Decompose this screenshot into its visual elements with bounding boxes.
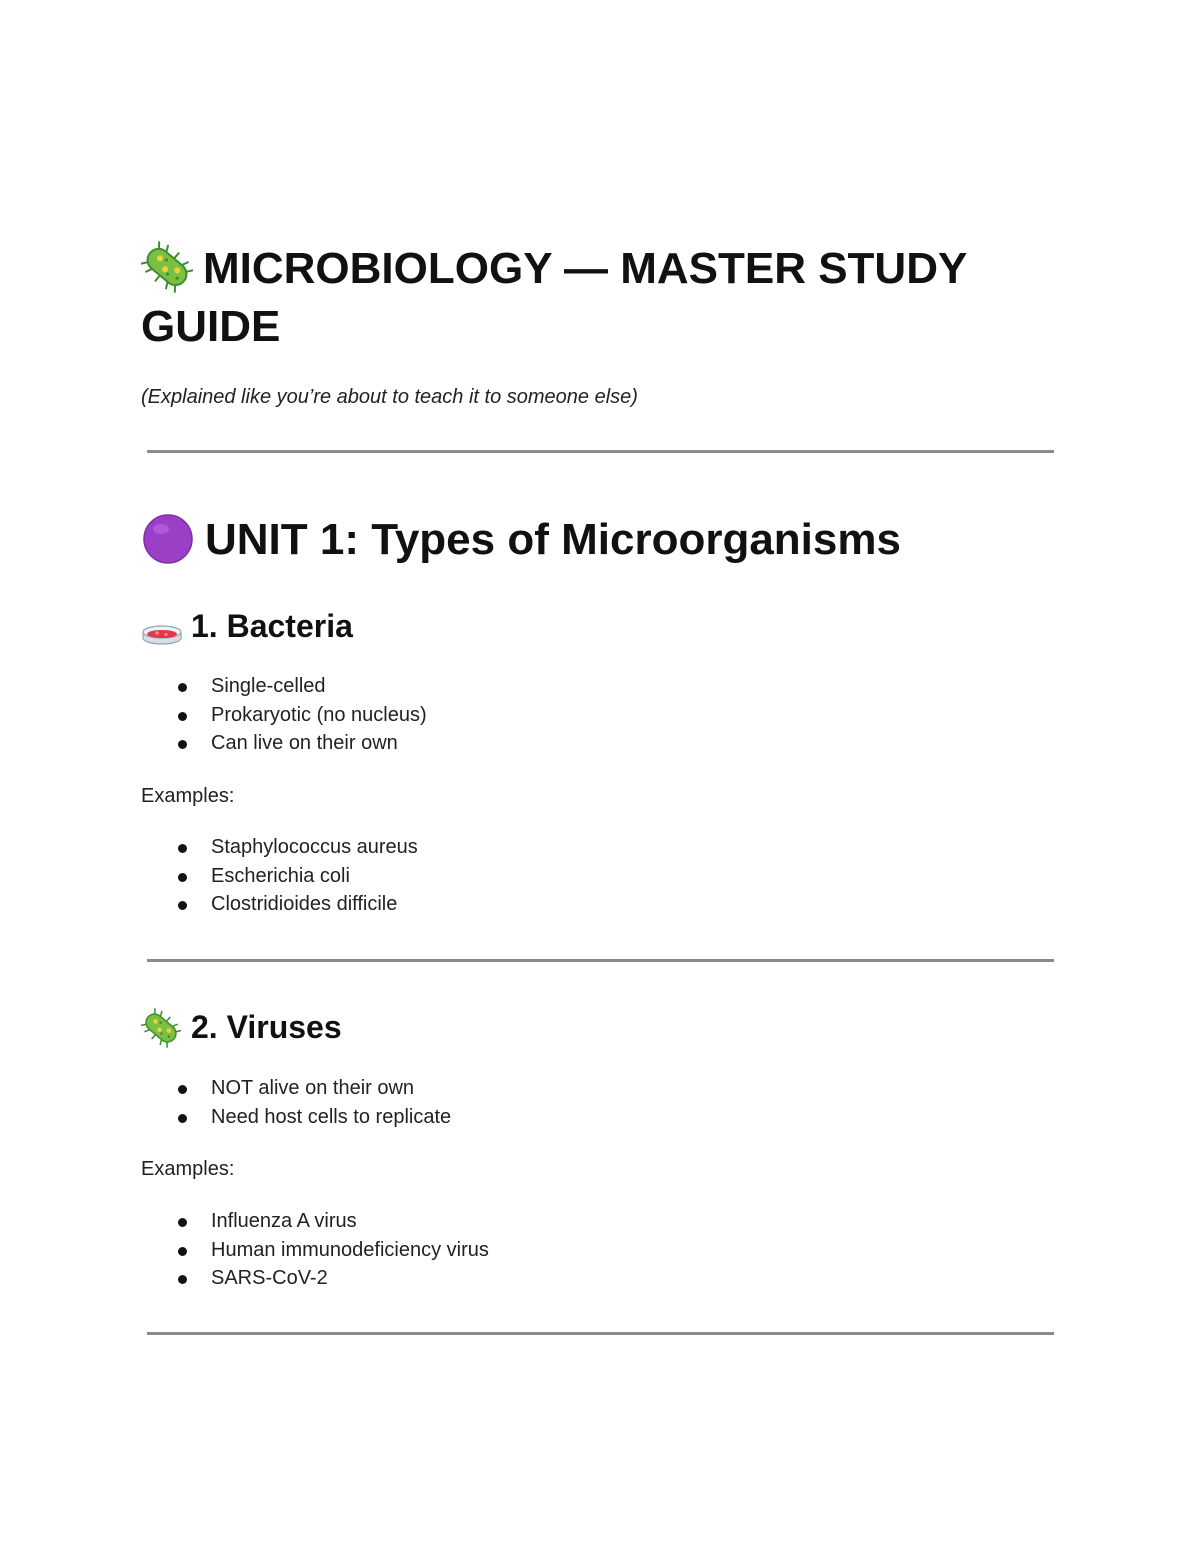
- list-item: Escherichia coli: [141, 862, 418, 891]
- unit-heading: [141, 512, 901, 569]
- list-item: SARS-CoV-2: [141, 1264, 489, 1293]
- list-item: Can live on their own: [141, 729, 427, 758]
- section-heading-viruses: [141, 1007, 342, 1050]
- section-heading-text: 1. Bacteria: [191, 608, 353, 644]
- document-title-text: MICROBIOLOGY — MASTER STUDY GUIDE: [141, 244, 967, 351]
- horizontal-divider: [147, 959, 1054, 962]
- purple-circle-icon: [141, 512, 195, 566]
- petri-dish-icon: [141, 616, 183, 646]
- list-item: Single-celled: [141, 672, 427, 701]
- viruses-examples-list: [141, 1207, 489, 1293]
- list-item: Clostridioides difficile: [141, 890, 418, 919]
- section-heading-bacteria: [141, 606, 353, 646]
- list-item: Influenza A virus: [141, 1207, 489, 1236]
- examples-label: Examples:: [141, 785, 235, 807]
- bacteria-facts-list: [141, 672, 427, 758]
- list-item: Human immunodeficiency virus: [141, 1236, 489, 1265]
- unit-heading-text: UNIT 1: Types of Microorganisms: [205, 515, 901, 564]
- microbe-icon: [141, 1008, 181, 1048]
- list-item: Need host cells to replicate: [141, 1103, 451, 1132]
- list-item: Staphylococcus aureus: [141, 833, 418, 862]
- document-subtitle: (Explained like you’re about to teach it to someone else): [141, 386, 638, 408]
- examples-label: Examples:: [141, 1158, 235, 1180]
- bacteria-examples-list: [141, 833, 418, 919]
- horizontal-divider: [147, 1332, 1054, 1335]
- viruses-facts-list: [141, 1074, 451, 1131]
- horizontal-divider: [147, 450, 1054, 453]
- section-heading-text: 2. Viruses: [191, 1009, 342, 1045]
- list-item: Prokaryotic (no nucleus): [141, 701, 427, 730]
- list-item: NOT alive on their own: [141, 1074, 451, 1103]
- document-title: [141, 240, 1041, 356]
- microbe-icon: [141, 241, 193, 293]
